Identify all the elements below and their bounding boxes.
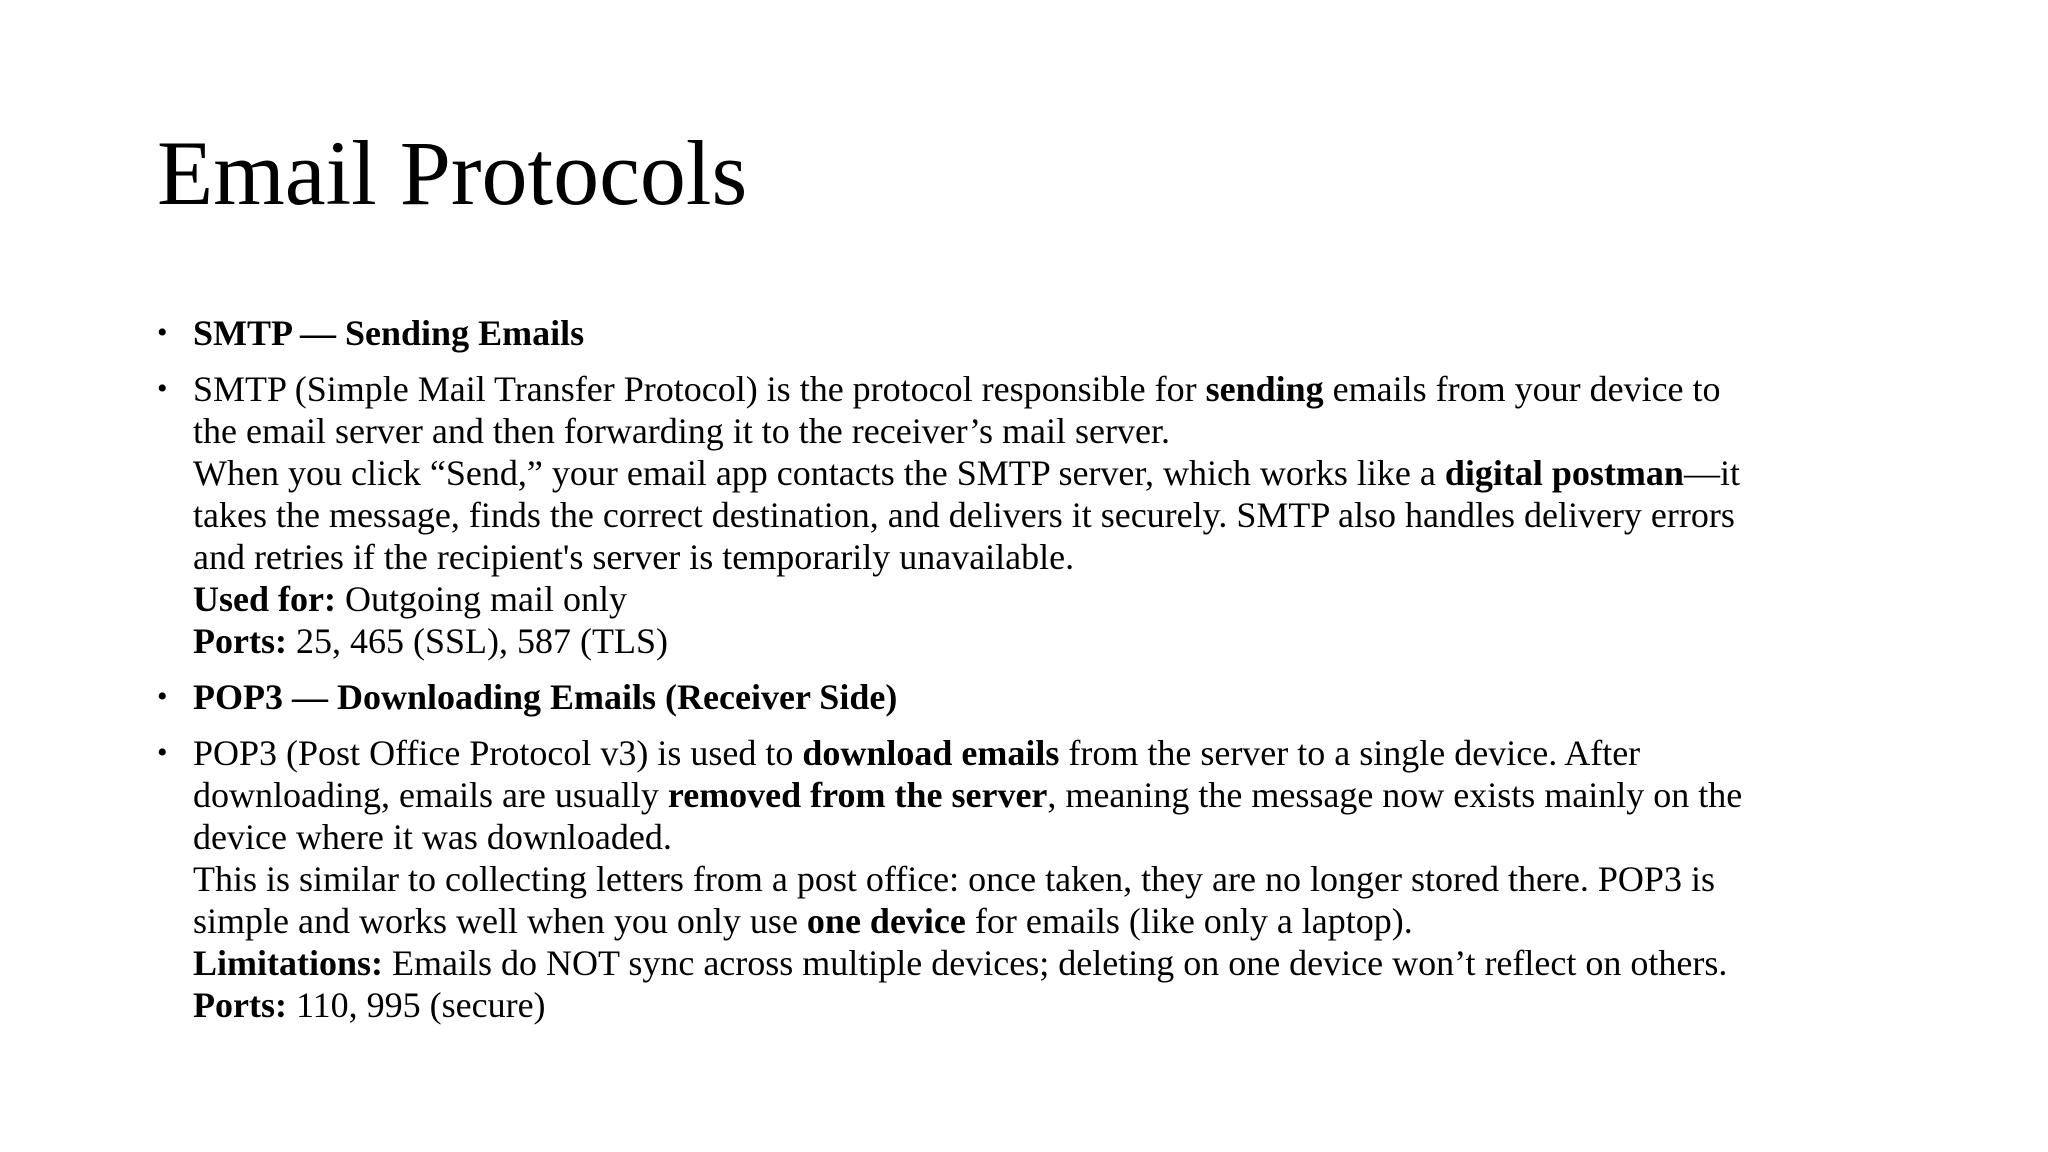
bold-run: Used for: [193, 579, 336, 619]
pop3-heading-line [193, 676, 1917, 718]
smtp-heading-line [193, 312, 1917, 354]
smtp-used-for [193, 578, 1917, 620]
text-run: 110, 995 (secure) [286, 985, 546, 1025]
text-run: simple and works well when you only use [193, 901, 807, 941]
pop3-line-3: device where it was downloaded. [193, 817, 672, 857]
text-run: When you click “Send,” your email app contacts the SMTP server, which works like a [193, 453, 1445, 493]
pop3-line-1 [193, 732, 1917, 774]
bold-run: Ports: [193, 985, 287, 1025]
text-run: emails from your device to [1323, 369, 1721, 409]
text-run: POP3 (Post Office Protocol v3) is used to [193, 733, 803, 773]
smtp-line-5: and retries if the recipient's server is temporarily unavailable. [193, 537, 1075, 577]
text-run: downloading, emails are usually [193, 775, 668, 815]
bold-run: Limitations: [193, 943, 384, 983]
smtp-ports [193, 620, 1917, 662]
text-run: for emails (like only a laptop). [965, 901, 1413, 941]
smtp-line-1 [193, 368, 1917, 410]
text-run: , meaning the message now exists mainly on the [1047, 775, 1743, 815]
pop3-limitations [193, 942, 1917, 984]
pop3-line-4: This is similar to collecting letters from a post office: once taken, they are no longer stored there. POP3 is [193, 859, 1715, 899]
text-run: Outgoing mail only [335, 579, 627, 619]
bullet-icon: • [157, 680, 168, 713]
pop3-heading: POP3 — Downloading Emails (Receiver Side) [193, 677, 898, 717]
bullet-pop3-description [157, 732, 1917, 1026]
bold-run: digital postman [1444, 453, 1684, 493]
pop3-line-2 [193, 774, 1917, 816]
bold-run: sending [1205, 369, 1324, 409]
smtp-line-4: takes the message, finds the correct destination, and delivers it securely. SMTP also handles delivery errors [193, 495, 1735, 535]
bullet-icon: • [157, 736, 168, 769]
bold-run: download emails [802, 733, 1060, 773]
bullet-smtp-description [157, 368, 1917, 662]
bullet-smtp-heading [157, 312, 1917, 354]
text-run: —it [1683, 453, 1740, 493]
text-run: from the server to a single device. After [1059, 733, 1641, 773]
smtp-line-2: the email server and then forwarding it to the receiver’s mail server. [193, 411, 1170, 451]
pop3-line-5 [193, 900, 1917, 942]
bold-run: removed from the server [667, 775, 1048, 815]
bold-run: one device [806, 901, 966, 941]
bullet-pop3-heading [157, 676, 1917, 718]
bullet-list [157, 312, 1917, 1040]
text-run: SMTP (Simple Mail Transfer Protocol) is the protocol responsible for [193, 369, 1206, 409]
smtp-line-3 [193, 452, 1917, 494]
bold-run: Ports: [193, 621, 287, 661]
text-run: 25, 465 (SSL), 587 (TLS) [286, 621, 668, 661]
text-run: Emails do NOT sync across multiple devices; deleting on one device won’t reflect on others. [383, 943, 1728, 983]
bullet-icon: • [157, 372, 168, 405]
slide-title: Email Protocols [157, 122, 748, 224]
bullet-icon: • [157, 316, 168, 349]
smtp-heading: SMTP — Sending Emails [193, 313, 585, 353]
pop3-ports [193, 984, 1917, 1026]
